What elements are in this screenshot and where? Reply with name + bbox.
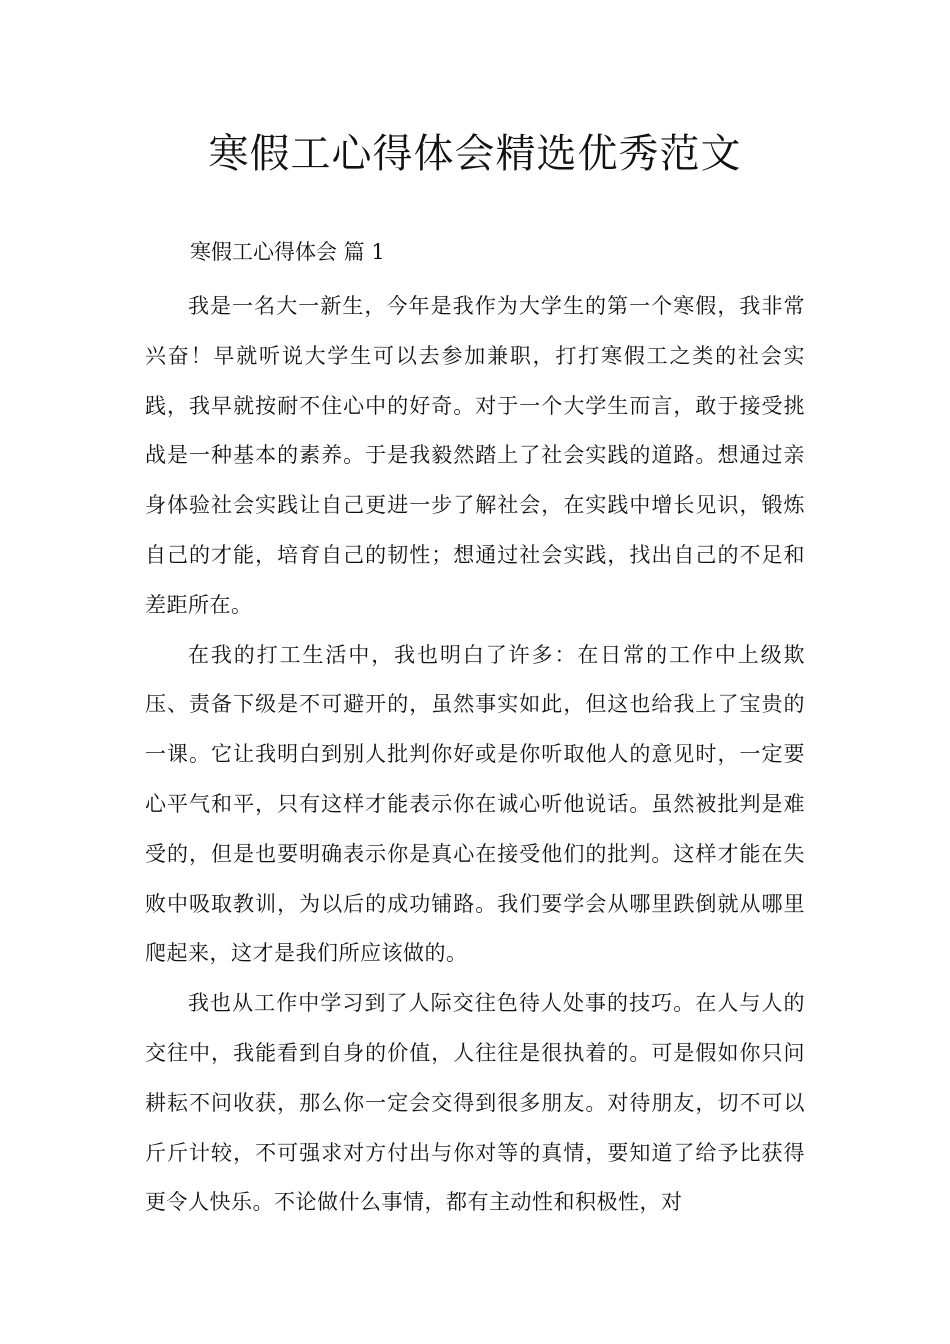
- document-body: [145, 282, 805, 1228]
- body-paragraph: 我是一名大一新生，今年是我作为大学生的第一个寒假，我非常兴奋！早就听说大学生可以去参加兼职，打打寒假工之类的社会实践，我早就按耐不住心中的好奇。对于一个大学生而言，敢于接受挑战是一种基本的素养。于是我毅然踏上了社会实践的道路。想通过亲身体验社会实践让自己更进一步了解社会，在实践中增长见识，锻炼自己的才能，培育自己的韧性；想通过社会实践，找出自己的不足和差距所在。: [145, 294, 805, 617]
- document-title: 寒假工心得体会精选优秀范文: [208, 131, 742, 177]
- body-paragraph: 在我的打工生活中，我也明白了许多：在日常的工作中上级欺压、责备下级是不可避开的，虽然事实如此，但这也给我上了宝贵的一课。它让我明白到别人批判你好或是你听取他人的意见时，一定要心平气和平，只有这样才能表示你在诚心听他说话。虽然被批判是难受的，但是也要明确表示你是真心在接受他们的批判。这样才能在失败中吸取教训，为以后的成功铺路。我们要学会从哪里跌倒就从哪里爬起来，这才是我们所应该做的。: [145, 642, 805, 966]
- body-paragraph: 我也从工作中学习到了人际交往色待人处事的技巧。在人与人的交往中，我能看到自身的价值，人往往是很执着的。可是假如你只问耕耘不问收获，那么你一定会交得到很多朋友。对待朋友，切不可以斤斤计较，不可强求对方付出与你对等的真情，要知道了给予比获得更令人快乐。不论做什么事情，都有主动性和积极性，对: [145, 991, 805, 1215]
- section-heading: 寒假工心得体会 篇 1: [190, 240, 385, 264]
